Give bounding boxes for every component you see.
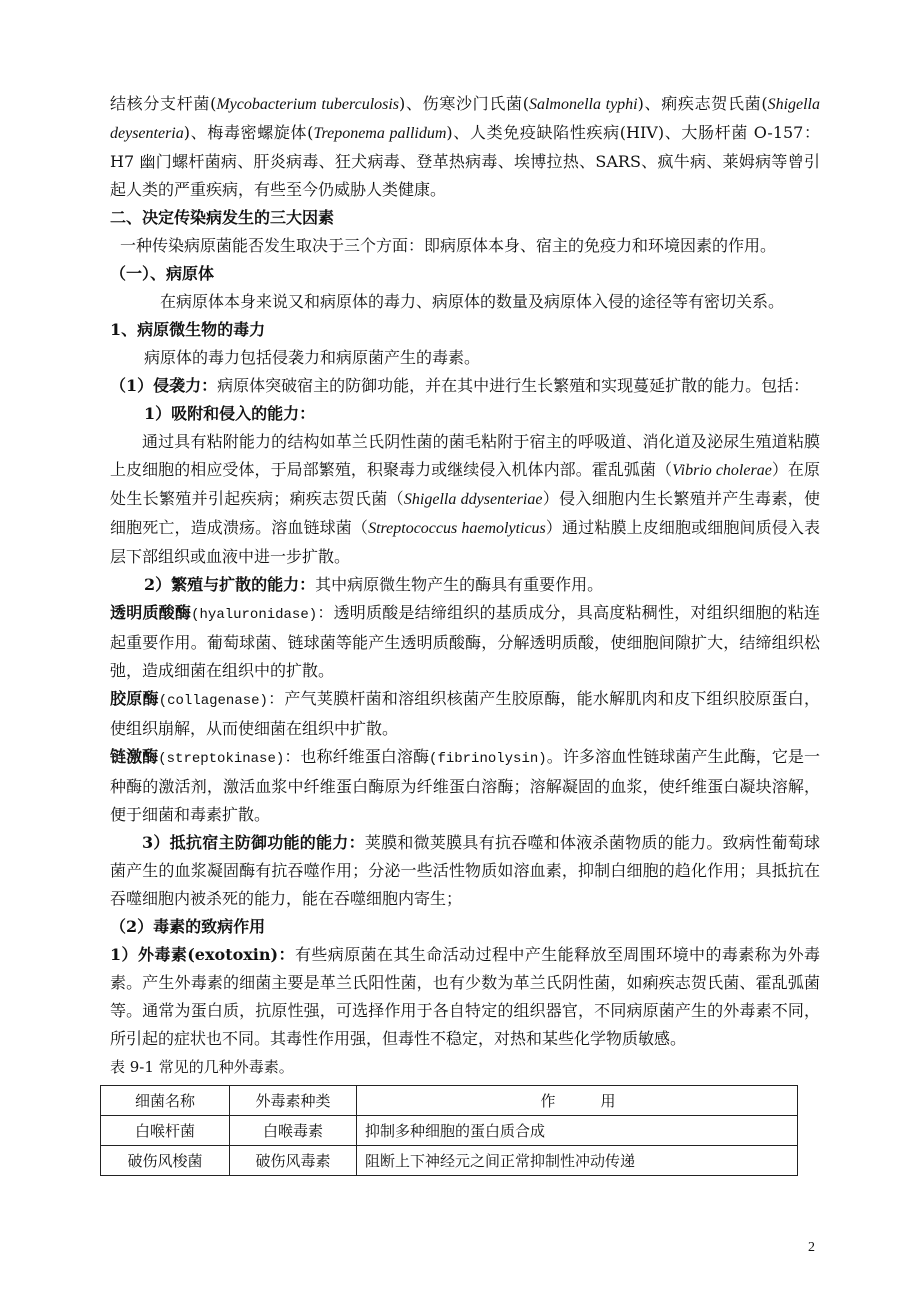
label-streptokinase: 链激酶	[110, 747, 159, 766]
text-run: )、梅毒密螺旋体(	[183, 123, 314, 142]
text-run: ）在原处生长繁殖并引起疾病；痢疾志贺氏菌（	[110, 460, 820, 508]
label-invasiveness: （1）侵袭力：	[110, 376, 218, 395]
english-term: (streptokinase)	[158, 751, 285, 767]
text-run: 。许多溶血性链球菌产生此酶，它是一种酶的激活剂，激活血浆中纤维蛋白酶原为纤维蛋白溶酶；溶解凝固的血浆，使纤维蛋白凝块溶解，便于细菌和毒素扩散。	[110, 747, 820, 824]
section-heading-three-factors: 二、决定传染病发生的三大因素	[110, 208, 335, 227]
label-host-defense: 3）抵抗宿主防御功能的能力：	[142, 833, 365, 852]
text-run: 病原体突破宿主的防御功能，并在其中进行生长繁殖和实现蔓延扩散的能力。包括：	[217, 376, 810, 395]
species-name: Shigella ddysenteriae	[403, 491, 543, 508]
table-cell: 破伤风梭菌	[101, 1146, 230, 1176]
paragraph-collagenase	[110, 685, 820, 743]
english-term: (hyaluronidase)	[191, 607, 318, 623]
table-header-cell: 外毒素种类	[230, 1086, 357, 1116]
text-run: )、痢疾志贺氏菌(	[637, 94, 768, 113]
species-name: Shigella deysenteria	[110, 96, 820, 142]
english-term: (collagenase)	[158, 693, 268, 709]
table-header-row	[101, 1086, 798, 1116]
text-run: ：产气荚膜杆菌和溶组织核菌产生胶原酶，能水解肌肉和皮下组织胶原蛋白，使组织崩解，从而使细菌在组织中扩散。	[110, 689, 820, 738]
table-row	[101, 1146, 798, 1176]
heading-adhesion: 1）吸附和侵入的能力：	[144, 404, 316, 423]
page-content	[110, 90, 820, 1176]
text-run: 其中病原微生物产生的酶具有重要作用。	[315, 575, 604, 594]
table-cell: 抑制多种细胞的蛋白质合成	[357, 1116, 798, 1146]
table-cell: 白喉毒素	[230, 1116, 357, 1146]
text-run: )、伤寒沙门氏菌(	[399, 94, 529, 113]
exotoxin-table	[100, 1085, 798, 1176]
table-cell: 阻断上下神经元之间正常抑制性冲动传递	[357, 1146, 798, 1176]
table-header-cell: 细菌名称	[101, 1086, 230, 1116]
label-collagenase: 胶原酶	[110, 689, 159, 708]
text-run: )、人类免疫缺陷性疾病(HIV)、大肠杆菌 O-157：H7 幽门螺杆菌病、肝炎病毒、狂犬病毒、登革热病毒、埃博拉热、SARS、疯牛病、莱姆病等曾引起人类的严重疾病，有些至今仍威胁人类健康。	[110, 123, 821, 199]
table-header-cell: 作 用	[357, 1086, 798, 1116]
text-run: 通过具有粘附能力的结构如革兰氏阴性菌的菌毛粘附于宿主的呼吸道、消化道及泌尿生殖道粘膜上皮细胞的相应受体，于局部繁殖，积聚毒力或继续侵入机体内部。霍乱弧菌（	[110, 432, 820, 479]
label-spread: 2）繁殖与扩散的能力：	[144, 575, 316, 594]
subsection-heading-pathogen: （一）、病原体	[110, 264, 215, 283]
paragraph-exotoxin	[110, 941, 820, 1053]
text-run: ）通过粘膜上皮细胞或细胞间质侵入表层下部组织或血液中进一步扩散。	[110, 518, 820, 566]
text-run: ：透明质酸是结缔组织的基质成分，具高度粘稠性，对组织细胞的粘连起重要作用。葡萄球菌、链球菌等能产生透明质酸酶，分解透明质酸，使细胞间隙扩大，结缔组织松弛，造成细菌在组织中的扩散。	[110, 603, 820, 680]
species-name: Treponema pallidum	[313, 125, 447, 142]
text-run: ：也称纤维蛋白溶酶	[284, 747, 430, 766]
species-name: Salmonella typhi	[528, 96, 638, 113]
paragraph-host-defense	[110, 829, 820, 913]
table-caption: 表 9-1 常见的几种外毒素。	[110, 1058, 294, 1076]
heading-virulence: 1、病原微生物的毒力	[110, 320, 266, 339]
text-run: 结核分支杆菌(	[110, 94, 217, 113]
page-number: 2	[808, 1240, 815, 1255]
paragraph-three-factors: 一种传染病原菌能否发生取决于三个方面：即病原体本身、宿主的免疫力和环境因素的作用。	[120, 236, 777, 255]
table-cell: 破伤风毒素	[230, 1146, 357, 1176]
paragraph-streptokinase	[110, 743, 820, 829]
table-row	[101, 1116, 798, 1146]
paragraph-pathogens-list	[110, 90, 820, 204]
paragraph-virulence: 病原体的毒力包括侵袭力和病原菌产生的毒素。	[144, 348, 481, 367]
heading-toxins: （2）毒素的致病作用	[110, 917, 266, 936]
species-name: Streptococcus haemolyticus	[368, 520, 546, 537]
paragraph-invasiveness	[110, 372, 820, 400]
paragraph-hyaluronidase	[110, 599, 820, 685]
paragraph-pathogen: 在病原体本身来说又和病原体的毒力、病原体的数量及病原体入侵的途径等有密切关系。	[160, 292, 785, 311]
table-cell: 白喉杆菌	[101, 1116, 230, 1146]
english-term: (fibrinolysin)	[429, 751, 547, 767]
text-run: 有些病原菌在其生命活动过程中产生能释放至周围环境中的毒素称为外毒素。产生外毒素的细菌主要是革兰氏阳性菌，也有少数为革兰氏阴性菌，如痢疾志贺氏菌、霍乱弧菌等。通常为蛋白质，抗原性强，可选择作用于各自特定的组织器官，不同病原菌产生的外毒素不同，所引起的症状也不同。其毒性作用强，但毒性不稳定，对热和某些化学物质敏感。	[110, 945, 820, 1048]
paragraph-spread	[110, 571, 820, 599]
text-run: 荚膜和微荚膜具有抗吞噬和体液杀菌物质的能力。致病性葡萄球菌产生的血浆凝固酶有抗吞噬作用；分泌一些活性物质如溶血素，抑制白细胞的趋化作用；具抵抗在吞噬细胞内被杀死的能力，能在吞噬细胞内寄生；	[110, 833, 820, 908]
paragraph-adhesion	[110, 428, 820, 571]
label-hyaluronidase: 透明质酸酶	[110, 603, 192, 622]
species-name: Vibrio cholerae	[672, 462, 772, 479]
label-exotoxin: 1）外毒素(exotoxin)：	[110, 945, 295, 964]
species-name: Mycobacterium tuberculosis	[216, 96, 400, 113]
text-run: ）侵入细胞内生长繁殖并产生毒素，使细胞死亡，造成溃疡。溶血链球菌（	[110, 489, 820, 537]
